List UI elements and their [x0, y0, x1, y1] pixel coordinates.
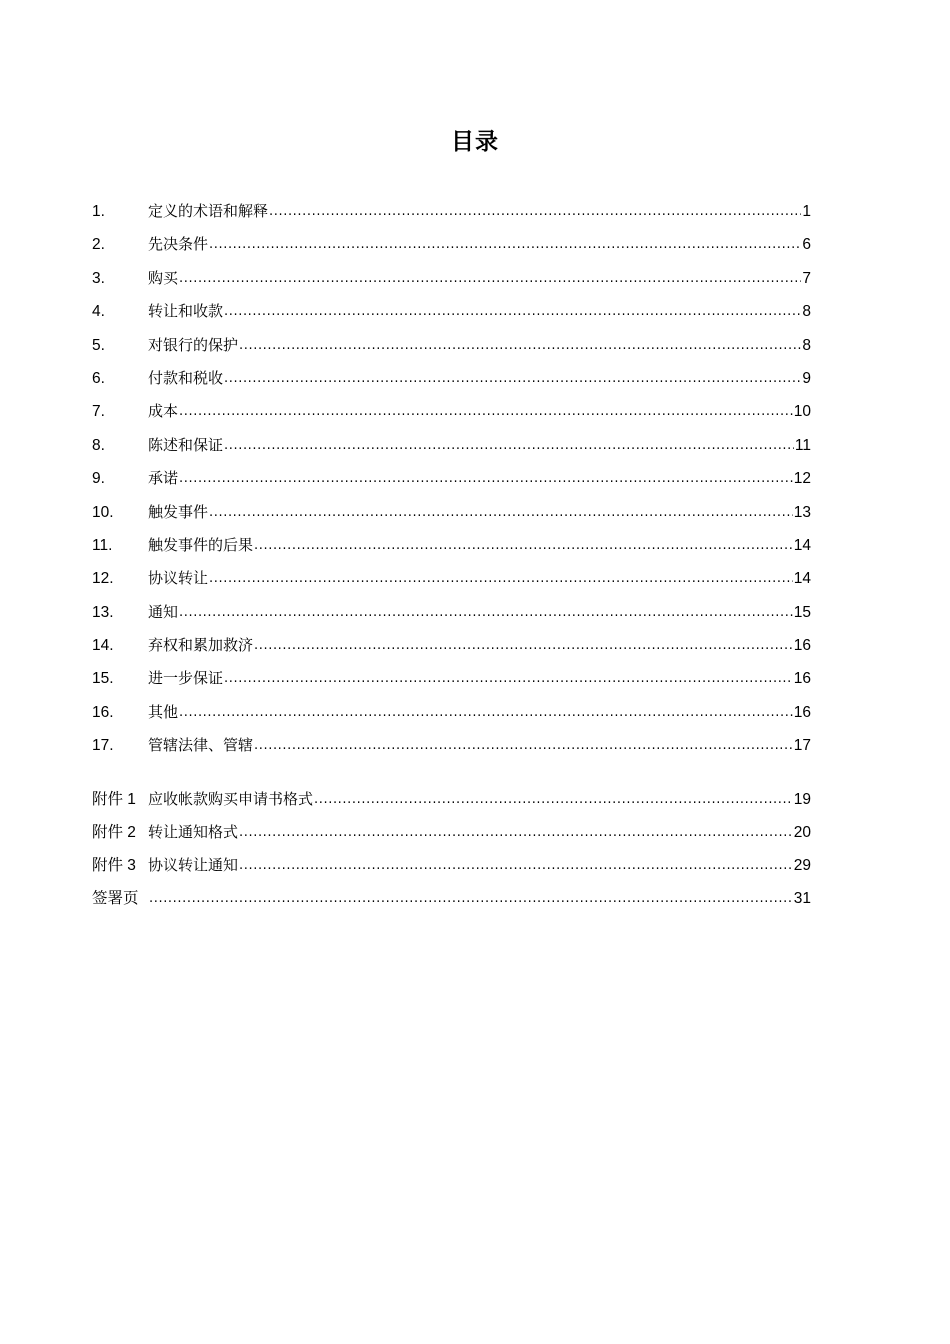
toc-dot-leader [179, 699, 793, 727]
toc-entry[interactable] [92, 297, 811, 330]
toc-entry-label: 购买 [148, 268, 179, 287]
toc-appendix-number: 附件 1 [92, 790, 136, 808]
toc-entry[interactable] [92, 731, 811, 764]
toc-entry-label: 先决条件 [148, 235, 209, 254]
toc-entry-page: 8 [802, 336, 811, 354]
toc-entry-page: 15 [793, 603, 811, 621]
toc-entry-label: 定义的术语和解释 [148, 202, 269, 220]
toc-entry[interactable] [92, 264, 811, 297]
toc-entry-label: 通知 [148, 602, 179, 621]
toc-entry-page: 16 [793, 637, 811, 655]
toc-entry[interactable] [92, 631, 811, 664]
toc-dot-leader [254, 732, 793, 760]
toc-entry-page: 8 [802, 303, 811, 321]
toc-appendix-label: 应收帐款购买申请书格式 [148, 789, 314, 808]
toc-entry[interactable] [92, 230, 811, 263]
toc-entry-number: 10. [92, 503, 114, 521]
toc-entry-page: 16 [793, 670, 811, 688]
toc-entry-page: 11 [794, 436, 811, 454]
toc-entry-label: 协议转让 [148, 569, 209, 588]
toc-dot-leader [254, 532, 793, 560]
toc-entry[interactable] [92, 197, 811, 230]
toc-signature-page: 31 [793, 889, 811, 907]
toc-entry-number: 12. [92, 570, 114, 588]
toc-appendix-label: 协议转让通知 [148, 856, 239, 875]
toc-signature-entry[interactable] [92, 885, 811, 918]
toc-dot-leader [239, 332, 801, 360]
toc-entry[interactable] [92, 397, 811, 430]
toc-dot-leader [209, 231, 801, 259]
toc-entry-page: 1 [802, 203, 811, 220]
toc-entry[interactable] [92, 464, 811, 497]
toc-entry-label: 陈述和保证 [148, 435, 224, 454]
toc-entry[interactable] [92, 364, 811, 397]
toc-title: 目录 [451, 129, 499, 155]
toc-entry[interactable] [92, 598, 811, 631]
toc-entry[interactable] [92, 564, 811, 597]
toc-entry-number: 11. [92, 536, 113, 554]
toc-dot-leader [269, 198, 801, 226]
toc-entry-label: 承诺 [148, 469, 179, 488]
toc-entry-number: 7. [92, 403, 105, 421]
toc-dot-leader [314, 786, 793, 814]
toc-appendix-entry[interactable] [92, 785, 811, 818]
toc-entry-number: 17. [92, 737, 114, 755]
toc-dot-leader [179, 265, 801, 293]
toc-entry[interactable] [92, 531, 811, 564]
toc-dot-leader [209, 565, 793, 593]
toc-appendix-page: 29 [793, 857, 811, 875]
toc-entry-page: 7 [802, 269, 811, 287]
toc-entry-number: 1. [92, 203, 105, 220]
toc-dot-leader [179, 465, 793, 493]
toc-dot-leader [224, 298, 801, 326]
toc-entry-number: 2. [92, 236, 105, 254]
toc-dot-leader [254, 632, 793, 660]
toc-entry-label: 转让和收款 [148, 302, 224, 321]
toc-entry-page: 14 [793, 570, 811, 588]
toc-dot-leader [224, 432, 794, 460]
toc-appendix-page: 20 [793, 824, 811, 842]
toc-appendix-page: 19 [793, 790, 811, 808]
toc-entry-number: 5. [92, 336, 105, 354]
toc-entry-number: 8. [92, 436, 105, 454]
toc-entry-number: 3. [92, 269, 105, 287]
toc-entry-page: 14 [793, 536, 811, 554]
toc-entry-page: 9 [802, 369, 811, 387]
toc-dot-leader [209, 499, 793, 527]
toc-dot-leader [179, 398, 793, 426]
toc-entry-number: 16. [92, 703, 114, 721]
toc-entry-label: 触发事件 [148, 502, 209, 521]
table-of-contents [92, 197, 811, 918]
toc-entry[interactable] [92, 331, 811, 364]
toc-dot-leader [149, 885, 793, 913]
toc-appendix-number: 附件 2 [92, 824, 136, 842]
toc-entry[interactable] [92, 431, 811, 464]
toc-entry-number: 14. [92, 637, 114, 655]
toc-entry-label: 管辖法律、管辖 [148, 736, 254, 755]
toc-dot-leader [239, 852, 793, 880]
toc-entry-page: 17 [793, 737, 811, 755]
toc-dot-leader [224, 665, 793, 693]
toc-entry-label: 弃权和累加救济 [148, 636, 254, 655]
toc-entry-label: 进一步保证 [148, 669, 224, 688]
toc-appendix-entry[interactable] [92, 851, 811, 884]
toc-entry-number: 6. [92, 369, 105, 387]
toc-entry-label: 其他 [148, 702, 179, 721]
toc-entry-number: 13. [92, 603, 114, 621]
toc-entry-label: 对银行的保护 [148, 335, 239, 354]
toc-dot-leader [179, 599, 793, 627]
toc-dot-leader [239, 819, 793, 847]
toc-entry[interactable] [92, 664, 811, 697]
toc-entry-number: 9. [92, 470, 105, 488]
toc-entry-label: 成本 [148, 402, 179, 421]
toc-entry-page: 6 [802, 236, 811, 254]
toc-entry-label: 付款和税收 [148, 368, 224, 387]
toc-entry-page: 16 [793, 703, 811, 721]
toc-entry[interactable] [92, 698, 811, 731]
toc-signature-label: 签署页 [92, 889, 139, 907]
toc-dot-leader [224, 365, 801, 393]
toc-entry-number: 4. [92, 303, 105, 321]
toc-entry-label: 触发事件的后果 [148, 535, 254, 554]
toc-appendix-number: 附件 3 [92, 857, 136, 875]
toc-entry-number: 15. [92, 670, 114, 688]
toc-appendix-label: 转让通知格式 [148, 823, 239, 842]
toc-entry-page: 13 [793, 503, 811, 521]
toc-entry-page: 10 [793, 403, 811, 421]
toc-entry[interactable] [92, 498, 811, 531]
toc-entry-page: 12 [793, 470, 811, 488]
toc-appendix-entry[interactable] [92, 818, 811, 851]
